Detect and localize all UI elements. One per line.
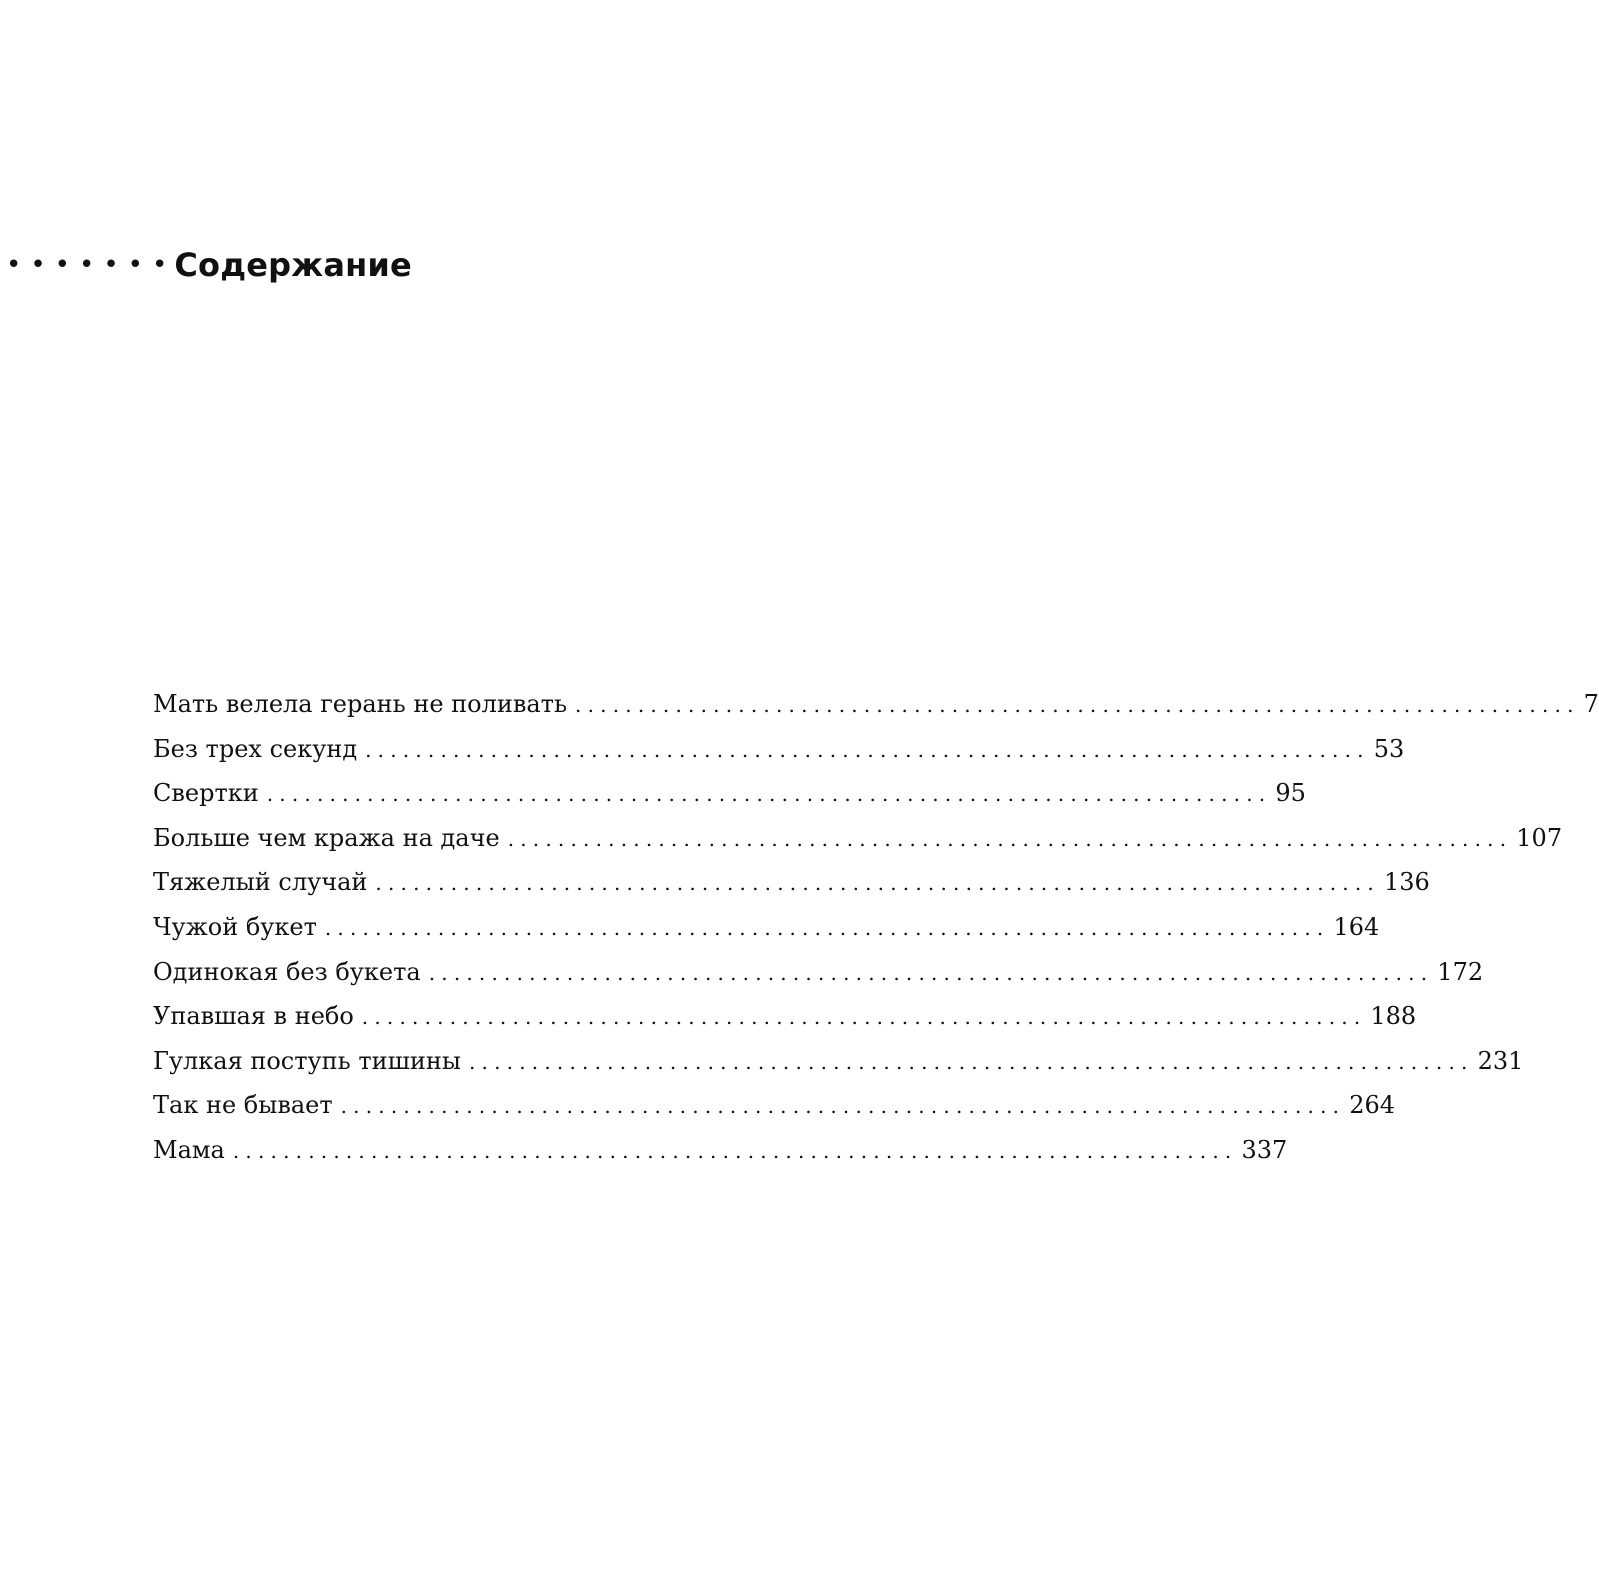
- toc-dot-leader: ................................................................................: [428, 960, 1434, 985]
- toc-entry[interactable]: [153, 690, 1599, 735]
- page-title: Содержание: [174, 246, 412, 284]
- toc-entry-title: Мать велела герань не поливать: [153, 690, 568, 718]
- toc-entry[interactable]: [153, 779, 1306, 824]
- toc-dot-leader: ................................................................................: [469, 1049, 1474, 1074]
- toc-dot-leader: ................................................................................: [232, 1138, 1238, 1163]
- toc-entry-page: 337: [1241, 1135, 1288, 1164]
- toc-entry-page: 53: [1373, 734, 1405, 763]
- toc-entry-page: 188: [1370, 1002, 1417, 1031]
- toc-dot-leader: ................................................................................: [365, 737, 1370, 762]
- toc-entry-page: 95: [1275, 779, 1306, 808]
- toc-entry[interactable]: [153, 1135, 1288, 1181]
- toc-entry[interactable]: [153, 734, 1405, 780]
- toc-entry-title: Больше чем кража на даче: [153, 823, 500, 852]
- toc-entry[interactable]: [153, 1002, 1417, 1047]
- toc-entry[interactable]: [153, 1046, 1524, 1092]
- toc-entry[interactable]: [153, 957, 1484, 1003]
- toc-dot-leader: ................................................................................: [575, 693, 1580, 717]
- toc-entry[interactable]: [153, 1091, 1396, 1136]
- toc-entry-page: 7: [1583, 690, 1599, 718]
- toc-entry-title: Свертки: [153, 779, 259, 808]
- heading-dot-leader: •••••••: [6, 250, 177, 280]
- toc-dot-leader: ................................................................................: [340, 1094, 1346, 1119]
- toc-dot-leader: ................................................................................: [324, 915, 1330, 940]
- toc-entry-title: Гулкая поступь тишины: [153, 1046, 461, 1075]
- toc-dot-leader: ................................................................................: [266, 782, 1272, 807]
- toc-dot-leader: ................................................................................: [375, 871, 1380, 896]
- toc-entry[interactable]: [153, 823, 1563, 869]
- toc-entry-title: Без трех секунд: [153, 734, 358, 763]
- toc-entry-title: Одинокая без букета: [153, 957, 421, 986]
- toc-entry-title: Мама: [153, 1135, 225, 1164]
- toc-entry-page: 264: [1349, 1091, 1396, 1120]
- table-of-contents: [153, 690, 1599, 1181]
- toc-entry[interactable]: [153, 868, 1430, 913]
- toc-entry-page: 107: [1516, 823, 1563, 852]
- toc-entry-title: Чужой букет: [153, 912, 317, 941]
- toc-entry-page: 172: [1437, 957, 1484, 986]
- toc-entry-page: 164: [1333, 912, 1380, 941]
- contents-heading: [6, 246, 412, 284]
- toc-dot-leader: ................................................................................: [361, 1005, 1367, 1030]
- toc-entry-title: Упавшая в небо: [153, 1002, 354, 1031]
- toc-entry[interactable]: [153, 912, 1380, 958]
- toc-dot-leader: ................................................................................: [507, 826, 1513, 851]
- toc-entry-title: Тяжелый случай: [153, 868, 368, 897]
- toc-entry-page: 136: [1383, 868, 1430, 897]
- toc-entry-page: 231: [1477, 1046, 1524, 1075]
- toc-entry-title: Так не бывает: [153, 1091, 333, 1120]
